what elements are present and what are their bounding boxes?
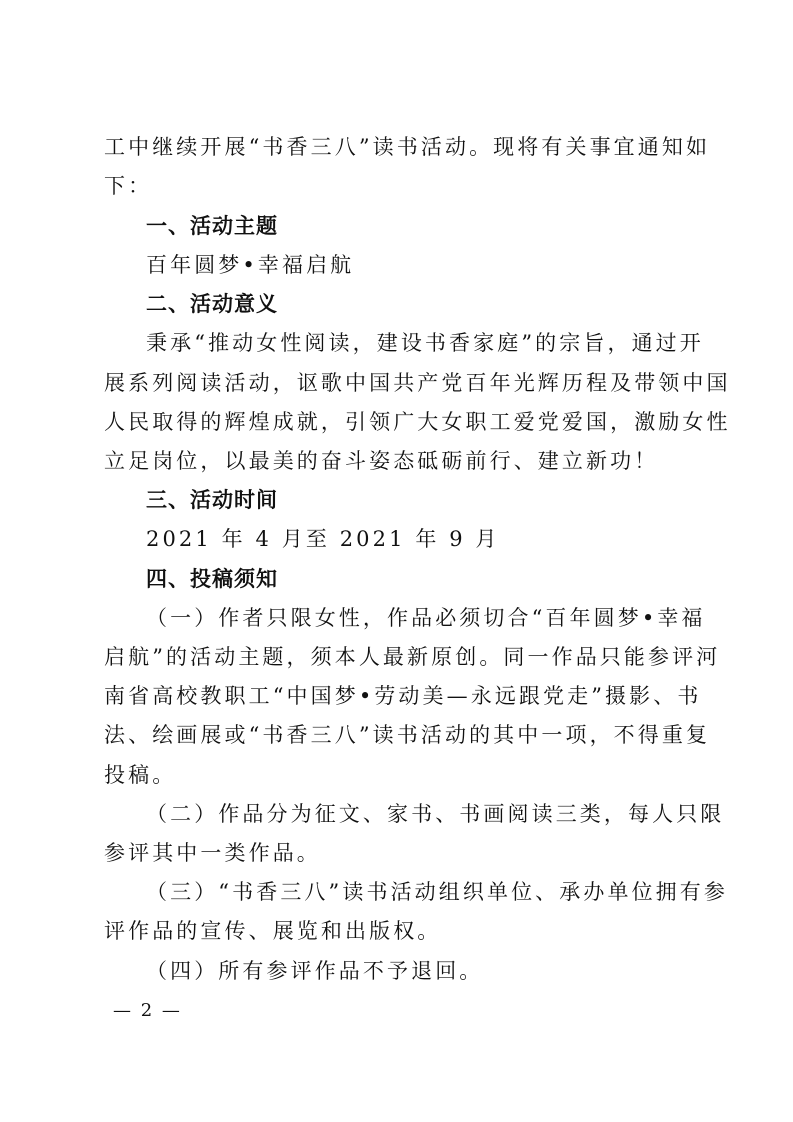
page-number: — 2 — <box>113 1000 182 1021</box>
body-text-line: 启航”的活动主题，须本人最新原创。同一作品只能参评河 <box>104 645 721 669</box>
body-text-line: 评作品的宣传、展览和出版权。 <box>104 919 442 943</box>
theme-text: 百年圆梦•幸福启航 <box>146 253 355 277</box>
body-text-line: 法、绘画展或“书香三八”读书活动的其中一项，不得重复 <box>104 723 711 747</box>
activity-period: 2021 年 4 月至 2021 年 9 月 <box>146 527 500 551</box>
section-heading-theme: 一、活动主题 <box>146 214 278 238</box>
body-text-line: 秉承“推动女性阅读，建设书香家庭”的宗旨，通过开 <box>146 331 704 355</box>
body-text-line: （三）“书香三八”读书活动组织单位、承办单位拥有参 <box>146 880 728 904</box>
body-text-line: 工中继续开展“书香三八”读书活动。现将有关事宜通知如 <box>104 135 711 159</box>
body-text-line: 投稿。 <box>104 763 177 787</box>
body-text-line: 参评其中一类作品。 <box>104 841 321 865</box>
body-text-line: 下： <box>104 174 153 198</box>
body-text-line: （一）作者只限女性，作品必须切合“百年圆梦•幸福 <box>146 606 706 630</box>
body-text-line: 展系列阅读活动，讴歌中国共产党百年光辉历程及带领中国 <box>104 371 731 395</box>
section-heading-significance: 二、活动意义 <box>146 292 278 316</box>
body-text-line: （二）作品分为征文、家书、书画阅读三类，每人只限 <box>146 802 725 826</box>
body-text-line: 立足岗位，以最美的奋斗姿态砥砺前行、建立新功！ <box>104 449 659 473</box>
body-text-line: 南省高校教职工“中国梦•劳动美—永远跟党走”摄影、书 <box>104 684 702 708</box>
body-text-line: （四）所有参评作品不予退回。 <box>146 959 484 983</box>
section-heading-time: 三、活动时间 <box>146 488 278 512</box>
body-text-line: 人民取得的辉煌成就，引领广大女职工爱党爱国，激励女性 <box>104 410 731 434</box>
section-heading-submission: 四、投稿须知 <box>146 567 278 591</box>
